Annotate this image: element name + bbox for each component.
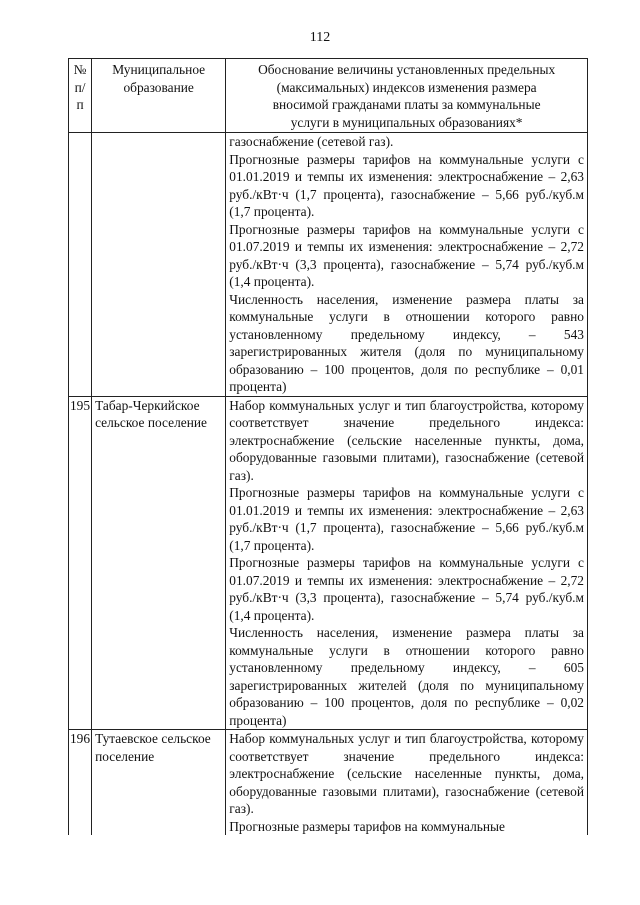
- description-paragraph: Прогнозные размеры тарифов на коммунальные услуги с 01.01.2019 и темпы их изменения: электроснабжение – 2,63 руб./кВт·ч (1,7 процента), газоснабжение – 5,66 руб./куб.м (1,7 процента).: [229, 151, 584, 219]
- row-municipality: Тутаевское сельское поселение: [92, 730, 226, 836]
- table-row: [69, 730, 588, 836]
- row-description: [226, 396, 588, 730]
- row-number: 196: [69, 730, 92, 836]
- page-number: 112: [309, 30, 331, 45]
- description-paragraph: Прогнозные размеры тарифов на коммунальные услуги с 01.07.2019 и темпы их изменения: электроснабжение – 2,72 руб./кВт·ч (3,3 процента), газоснабжение – 5,74 руб./куб.м (1,4 процента).: [229, 221, 584, 289]
- description-paragraph: газоснабжение (сетевой газ).: [229, 134, 394, 149]
- description-paragraph: Прогнозные размеры тарифов на коммунальные услуги с 01.01.2019 и темпы их изменения: электроснабжение – 2,63 руб./кВт·ч (1,7 процента), газоснабжение – 5,66 руб./куб.м (1,7 процента).: [229, 485, 584, 553]
- description-paragraph: Набор коммунальных услуг и тип благоустройства, которому соответствует значение предельного индекса: электроснабжение (сельские населенные пункты, дома, оборудованные газовыми плитами), газоснабжение (сетевой газ).: [229, 397, 584, 483]
- table-header-row: [69, 59, 588, 133]
- indices-table: [68, 58, 588, 835]
- row-municipality: [92, 133, 226, 397]
- description-paragraph: Численность населения, изменение размера платы за коммунальные услуги в отношении которого равно установленному предельному индексу, – 543 зарегистрированных жителя (доля по муниципальному образованию – 100 процентов, доля по республике – 0,01 процента): [229, 291, 584, 394]
- description-paragraph: Прогнозные размеры тарифов на коммунальные: [229, 818, 505, 834]
- row-number: 195: [69, 396, 92, 730]
- description-paragraph: Прогнозные размеры тарифов на коммунальные услуги с 01.07.2019 и темпы их изменения: электроснабжение – 2,72 руб./кВт·ч (3,3 процента), газоснабжение – 5,74 руб./куб.м (1,4 процента).: [229, 555, 584, 623]
- row-number: [69, 133, 92, 397]
- header-description: Обоснование величины установленных предельных (максимальных) индексов изменения размера вносимой гражданами платы за коммунальные услуги в муниципальных образованиях*: [226, 59, 588, 133]
- row-description: [226, 133, 588, 397]
- description-paragraph: Численность населения, изменение размера платы за коммунальные услуги в отношении которого равно установленному предельному индексу, – 605 зарегистрированных жителей (доля по муниципальному образованию – 100 процентов, доля по республике – 0,02 процента): [229, 625, 584, 728]
- row-description: [226, 730, 588, 836]
- row-municipality: Табар-Черкийское сельское поселение: [92, 396, 226, 730]
- description-paragraph: Набор коммунальных услуг и тип благоустройства, которому соответствует значение предельного индекса: электроснабжение (сельские населенные пункты, дома, оборудованные газовыми плитами), газоснабжение (сетевой газ).: [229, 731, 584, 816]
- header-num: № п/п: [69, 59, 92, 133]
- table-row: [69, 133, 588, 397]
- table-row: [69, 396, 588, 730]
- header-municipality: Муниципальное образование: [92, 59, 226, 133]
